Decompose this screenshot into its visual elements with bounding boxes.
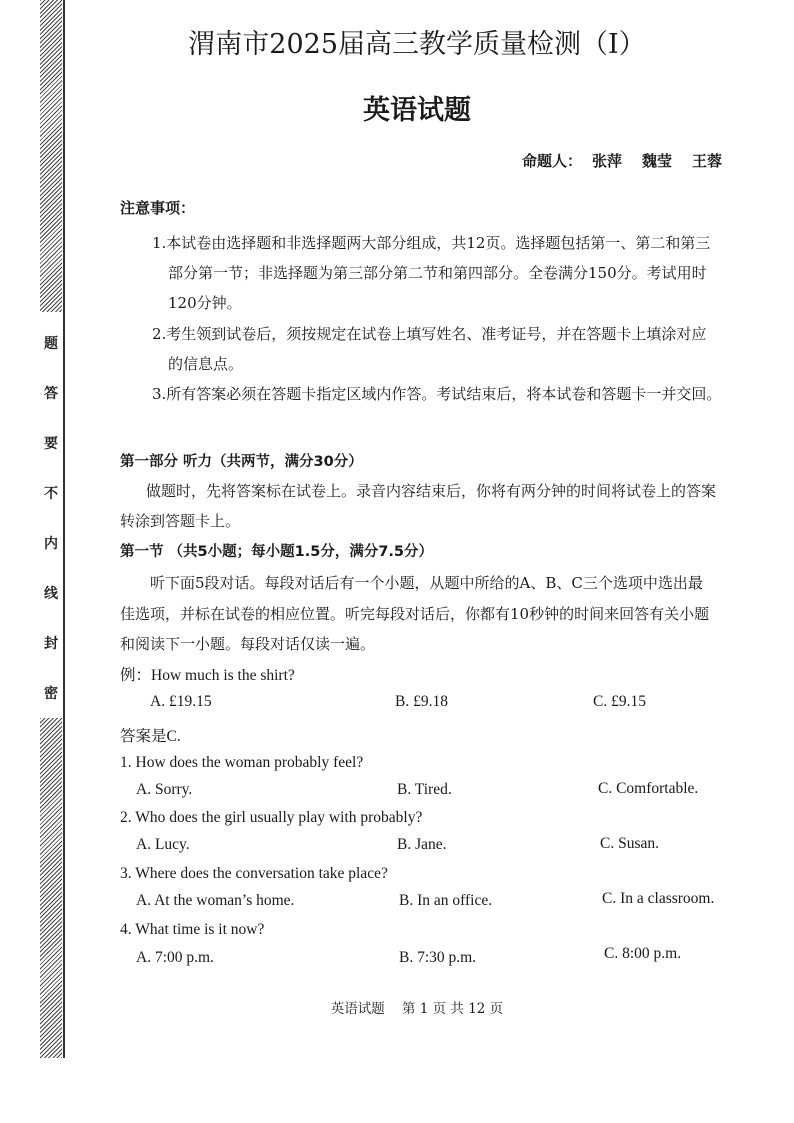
notes-heading: 注意事项： xyxy=(120,199,196,217)
section1-line-3: 和阅读下一小题。每段对话仅读一遍。 xyxy=(120,635,376,653)
question-2: 2. Who does the girl usually play with probably? xyxy=(120,809,423,826)
q4-option-a: A. 7:00 p.m. xyxy=(136,949,214,966)
note-1-line-3: 120分钟。 xyxy=(168,294,242,312)
example-option-a: A. £19.15 xyxy=(150,693,212,710)
seal-char: 答 xyxy=(44,386,58,402)
exam-title: 渭南市2025届高三教学质量检测（Ⅰ） xyxy=(188,29,646,60)
q2-option-a: A. Lucy. xyxy=(136,836,190,853)
q4-option-b: B. 7:30 p.m. xyxy=(399,949,477,966)
q1-option-b: B. Tired. xyxy=(397,781,452,798)
part1-intro-line-1: 做题时，先将答案标在试卷上。录音内容结束后，你将有两分钟的时间将试卷上的答案 xyxy=(146,482,717,500)
q1-option-c: C. Comfortable. xyxy=(598,780,699,797)
q4-option-c: C. 8:00 p.m. xyxy=(604,945,682,962)
page-footer: 英语试题 第 1 页 共 12 页 xyxy=(330,1001,504,1017)
seal-char: 密 xyxy=(44,686,58,702)
note-1-line-2: 部分第一节；非选择题为第三部分第二节和第四部分。全卷满分150分。考试用时 xyxy=(168,264,707,282)
note-3-line-1: 3.所有答案必须在答题卡指定区域内作答。考试结束后，将本试卷和答题卡一并交回。 xyxy=(152,385,722,403)
q1-option-a: A. Sorry. xyxy=(136,781,193,798)
author-name: 王蓉 xyxy=(691,152,722,170)
question-4: 4. What time is it now? xyxy=(120,921,265,938)
author-name: 魏莹 xyxy=(641,152,672,170)
question-3: 3. Where does the conversation take place? xyxy=(120,865,388,882)
section1-line-1: 听下面5段对话。每段对话后有一个小题，从题中所给的A、B、C三个选项中选出最 xyxy=(150,574,703,592)
authors-label: 命题人： xyxy=(521,152,582,170)
section1-heading: 第一节 （共5小题；每小题1.5分，满分7.5分） xyxy=(120,544,434,560)
seal-char: 封 xyxy=(44,636,58,652)
seal-char: 内 xyxy=(44,536,58,552)
seal-char: 要 xyxy=(44,436,58,452)
part1-intro-line-2: 转涂到答题卡上。 xyxy=(120,512,241,530)
question-1: 1. How does the woman probably feel? xyxy=(120,754,364,771)
q3-option-b: B. In an office. xyxy=(399,892,493,909)
note-2-line-2: 的信息点。 xyxy=(168,355,244,373)
q2-option-b: B. Jane. xyxy=(397,836,447,853)
q3-option-a: A. At the woman’s home. xyxy=(136,892,295,909)
seal-char: 不 xyxy=(44,486,58,502)
subject-title: 英语试题 xyxy=(363,95,471,126)
example-option-b: B. £9.18 xyxy=(395,693,448,710)
part1-heading: 第一部分 听力（共两节，满分30分） xyxy=(120,454,363,470)
example-answer: 答案是C. xyxy=(120,728,181,745)
seal-char: 线 xyxy=(44,586,58,602)
q2-option-c: C. Susan. xyxy=(600,835,659,852)
q3-option-c: C. In a classroom. xyxy=(602,890,715,907)
author-line xyxy=(522,150,722,171)
author-name: 张萍 xyxy=(591,152,622,170)
binding-line xyxy=(63,0,65,1058)
example-question: 例：How much is the shirt? xyxy=(120,667,295,684)
seal-char: 题 xyxy=(44,336,58,352)
section1-line-2: 佳选项，并标在试卷的相应位置。听完每段对话后，你都有10秒钟的时间来回答有关小题 xyxy=(120,605,710,623)
example-option-c: C. £9.15 xyxy=(593,693,646,710)
note-2-line-1: 2.考生领到试卷后，须按规定在试卷上填写姓名、准考证号，并在答题卡上填涂对应 xyxy=(152,325,707,343)
note-1-line-1: 1.本试卷由选择题和非选择题两大部分组成，共12页。选择题包括第一、第二和第三 xyxy=(152,234,711,252)
